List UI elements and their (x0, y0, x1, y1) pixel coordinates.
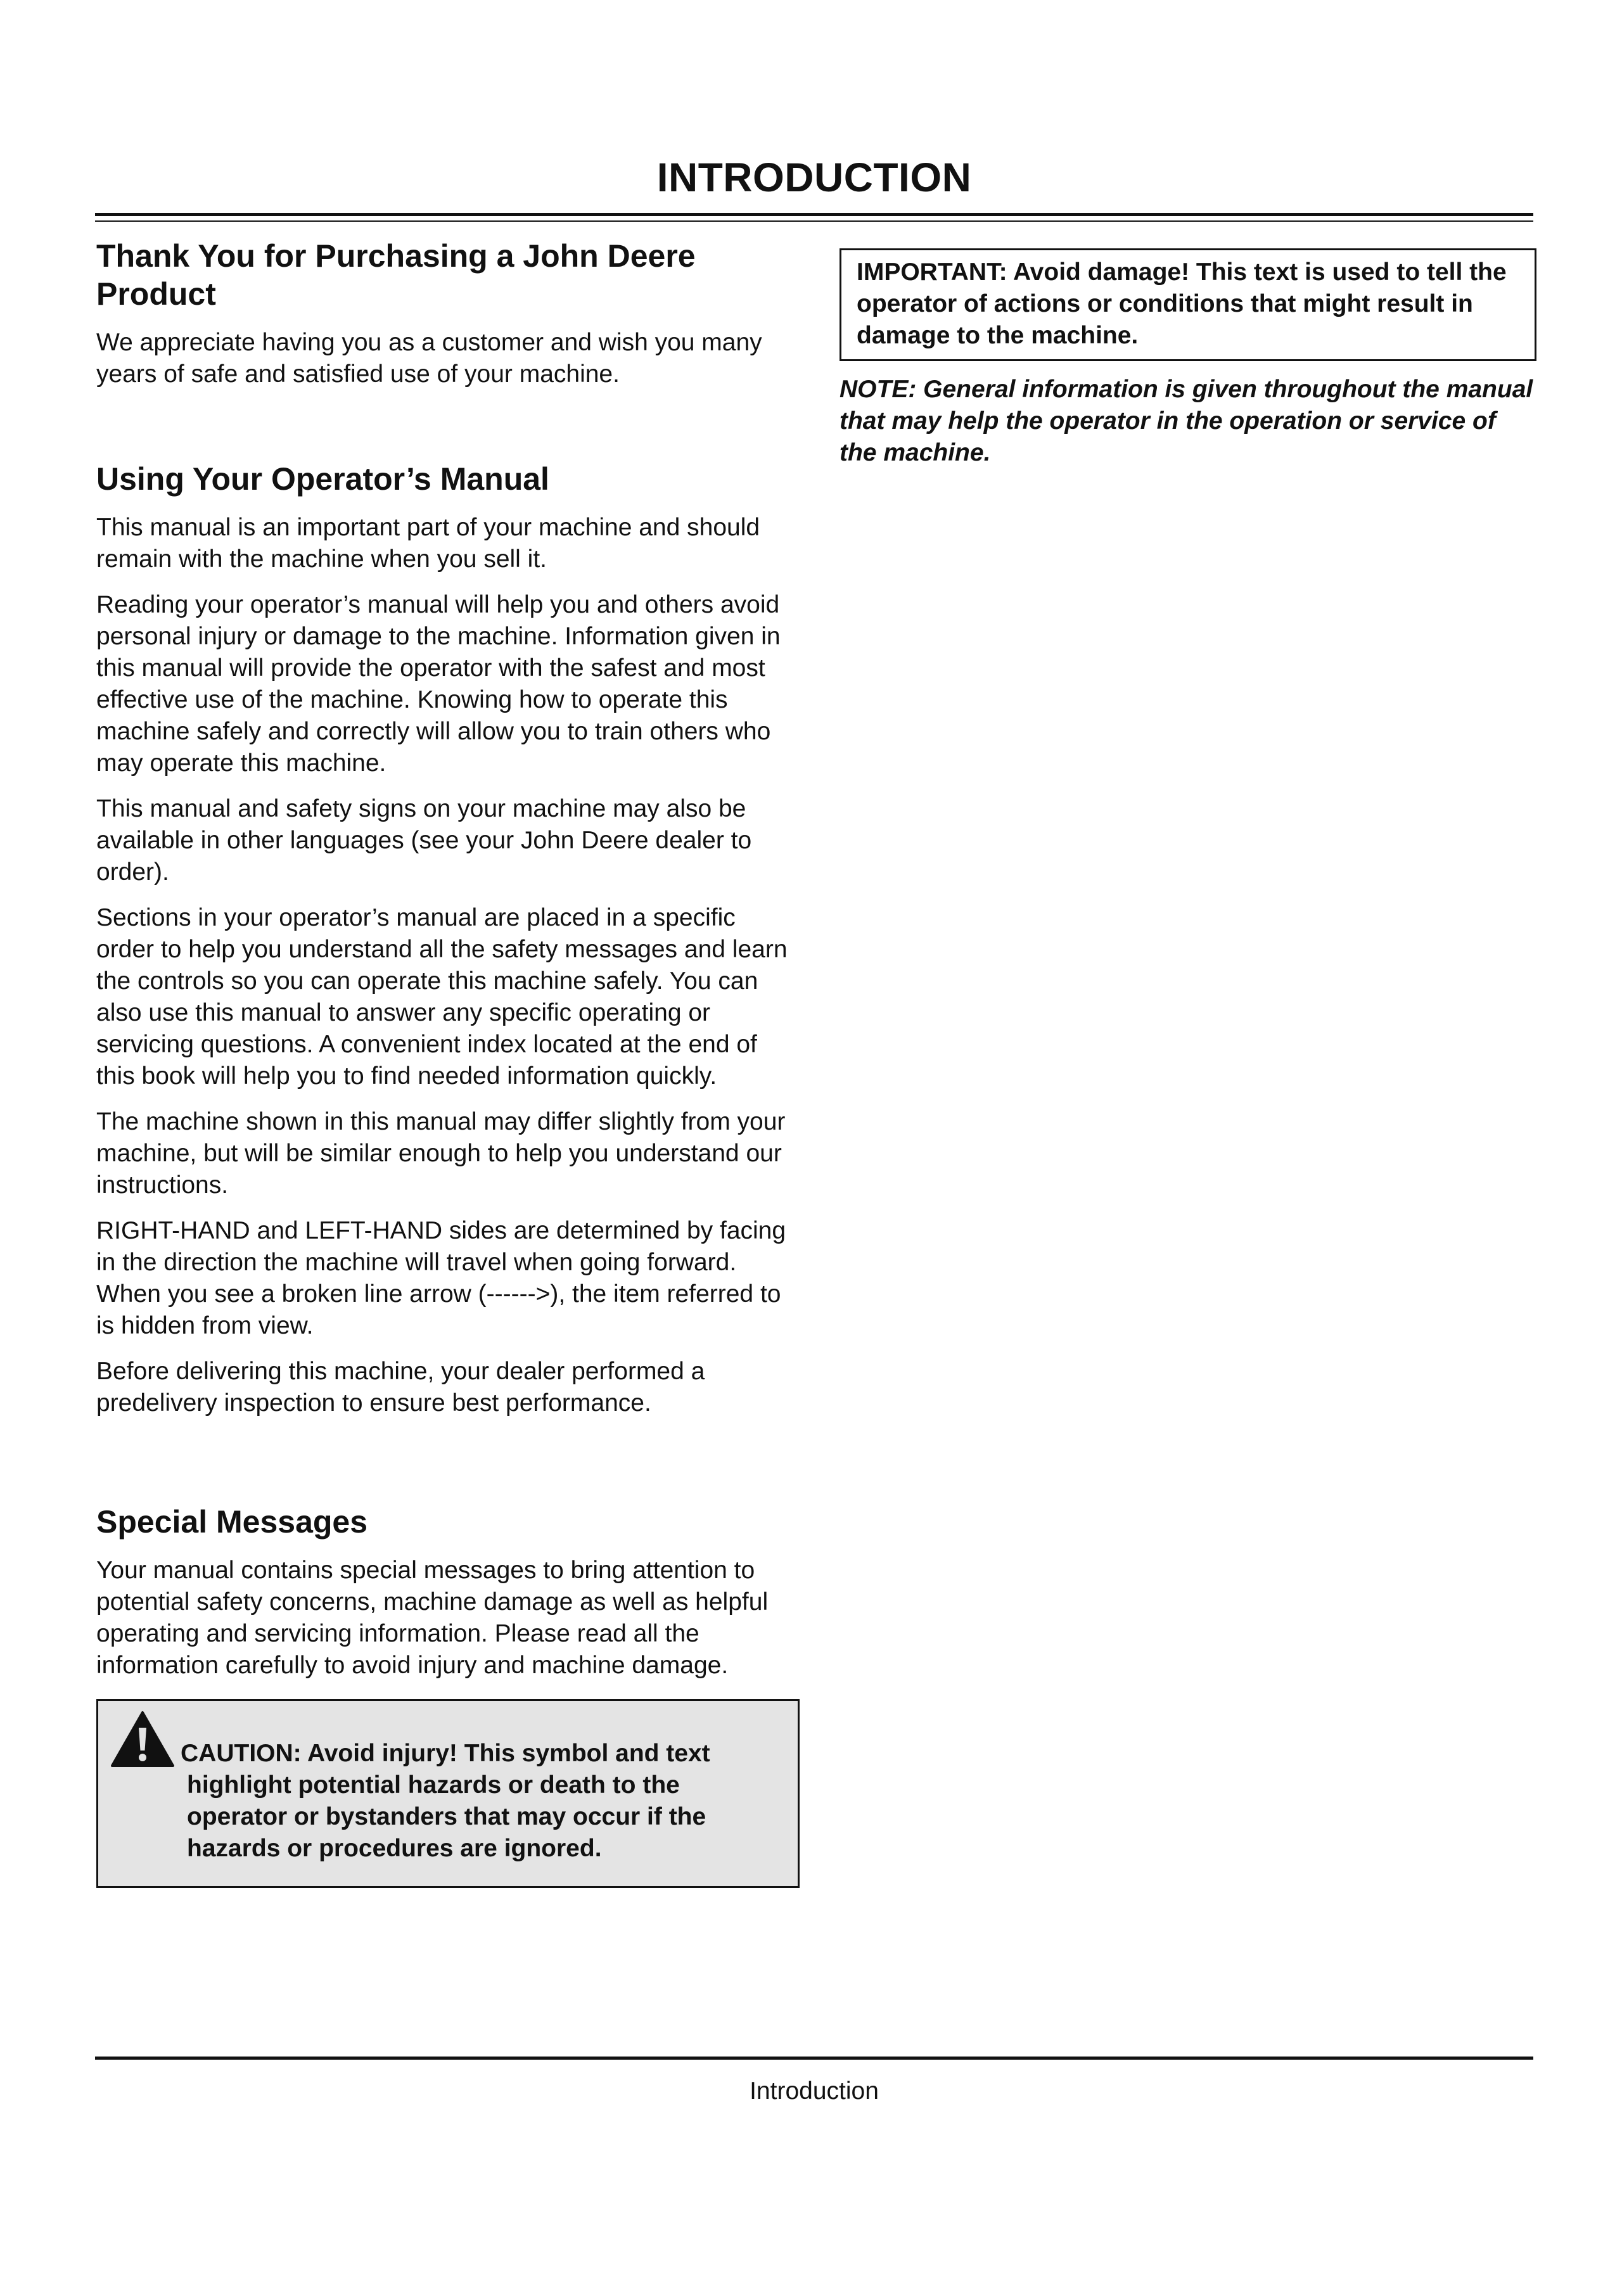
page-title: INTRODUCTION (656, 155, 972, 200)
section-spacer (96, 404, 800, 460)
note-text: NOTE: General information is given throughout the manual that may help the operator in the operation or service of the machine. (840, 376, 1533, 466)
footer-rule (95, 2057, 1533, 2060)
thank-you-paragraph: We appreciate having you as a customer and wish you many years of safe and satisfied use of your machine. (96, 329, 762, 388)
important-box: IMPORTANT: Avoid damage! This text is used to tell the operator of actions or conditions that might result in damage to the machine. (840, 248, 1536, 361)
using-manual-paragraph: This manual and safety signs on your machine may also be available in other languages (see your John Deere dealer to order). (96, 795, 752, 886)
special-messages-heading: Special Messages (96, 1504, 368, 1540)
thank-you-heading: Thank You for Purchasing a John Deere Product (96, 238, 696, 312)
left-column (96, 237, 800, 1888)
section-spacer (96, 1433, 800, 1503)
special-messages-paragraph: Your manual contains special messages to bring attention to potential safety concerns, machine damage as well as helpful operating and servicing information. Please read all the information carefully to avoid injury and machine damage. (96, 1557, 769, 1679)
warning-triangle-icon (110, 1710, 176, 1768)
using-manual-paragraph: Before delivering this machine, your dealer performed a predelivery inspection to ensure best performance. (96, 1358, 705, 1417)
using-manual-paragraph: Reading your operator’s manual will help you and others avoid personal injury or damage to the machine. Information given in this manual will provide the operator with the safest and most effective use of the machine. Knowing how to operate this machine safely and correctly will allow you to train others who may operate this machine. (96, 591, 781, 777)
title-rule-thin (95, 220, 1533, 222)
caution-box (96, 1699, 800, 1888)
page-footer: Introduction (750, 2077, 879, 2105)
title-rule (95, 213, 1533, 216)
using-manual-paragraph: Sections in your operator’s manual are placed in a specific order to help you understand all the safety messages and learn the controls so you can operate this machine safely. You can also use this manual to answer any specific operating or servicing questions. A convenient index located at the end of this book will help you to find needed information quickly. (96, 904, 788, 1090)
using-manual-paragraph: The machine shown in this manual may differ slightly from your machine, but will be similar enough to help you understand our instructions. (96, 1108, 786, 1199)
using-manual-paragraph: RIGHT-HAND and LEFT-HAND sides are determined by facing in the direction the machine will travel when going forward. When you see a broken line arrow (------>), the item referred to is hidden from view. (96, 1217, 786, 1339)
caution-title: CAUTION: Avoid injury! This symbol and text (181, 1740, 710, 1767)
right-column (840, 248, 1536, 469)
caution-text: highlight potential hazards or death to the operator or bystanders that may occur if the hazards or procedures are ignored. (187, 1771, 706, 1862)
using-manual-heading: Using Your Operator’s Manual (96, 461, 549, 497)
using-manual-paragraph: This manual is an important part of your machine and should remain with the machine when you sell it. (96, 514, 760, 573)
